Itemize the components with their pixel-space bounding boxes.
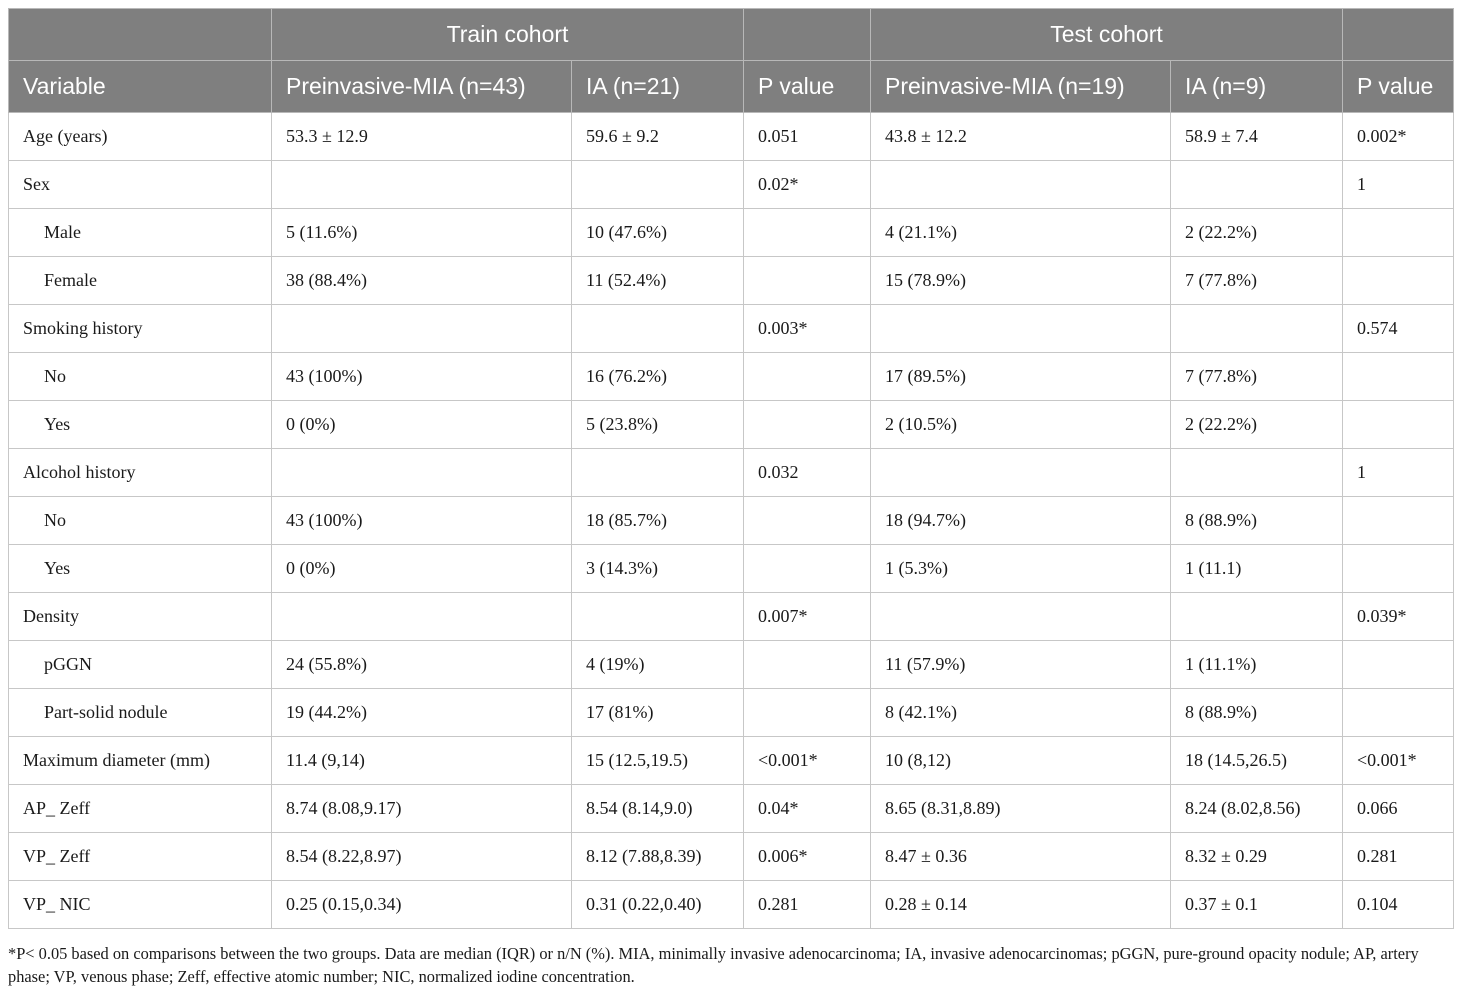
cell-test-p-value [1343, 545, 1454, 593]
cell-train-preinvasive-mia [272, 449, 572, 497]
cell-test-p-value: <0.001* [1343, 737, 1454, 785]
table-row [9, 593, 1454, 641]
cell-train-preinvasive-mia: 19 (44.2%) [272, 689, 572, 737]
cell-test-ia: 2 (22.2%) [1171, 401, 1343, 449]
cell-test-p-value [1343, 257, 1454, 305]
table-row [9, 545, 1454, 593]
cell-train-preinvasive-mia: 53.3 ± 12.9 [272, 113, 572, 161]
cell-test-ia: 8 (88.9%) [1171, 689, 1343, 737]
table-row [9, 353, 1454, 401]
cell-test-p-value: 0.039* [1343, 593, 1454, 641]
column-header-test-ia: IA (n=9) [1171, 61, 1343, 113]
cell-test-preinvasive-mia [871, 449, 1171, 497]
cell-train-preinvasive-mia: 38 (88.4%) [272, 257, 572, 305]
cell-variable: Smoking history [9, 305, 272, 353]
cell-test-ia: 58.9 ± 7.4 [1171, 113, 1343, 161]
cell-train-preinvasive-mia: 8.54 (8.22,8.97) [272, 833, 572, 881]
cell-test-preinvasive-mia: 18 (94.7%) [871, 497, 1171, 545]
cell-train-preinvasive-mia [272, 161, 572, 209]
cell-train-p-value [744, 545, 871, 593]
cell-test-ia: 1 (11.1) [1171, 545, 1343, 593]
cell-train-ia: 8.12 (7.88,8.39) [572, 833, 744, 881]
cell-variable: Alcohol history [9, 449, 272, 497]
group-header-empty [744, 9, 871, 61]
cell-test-preinvasive-mia [871, 161, 1171, 209]
table-header [9, 9, 1454, 113]
table-row [9, 401, 1454, 449]
cell-test-preinvasive-mia: 8.47 ± 0.36 [871, 833, 1171, 881]
table-row [9, 161, 1454, 209]
cell-test-p-value: 0.104 [1343, 881, 1454, 929]
cell-variable: Density [9, 593, 272, 641]
cell-train-ia [572, 305, 744, 353]
cell-train-ia: 3 (14.3%) [572, 545, 744, 593]
cell-train-preinvasive-mia: 8.74 (8.08,9.17) [272, 785, 572, 833]
cell-test-preinvasive-mia: 1 (5.3%) [871, 545, 1171, 593]
cell-test-preinvasive-mia: 15 (78.9%) [871, 257, 1171, 305]
cell-test-ia [1171, 593, 1343, 641]
cell-test-ia [1171, 305, 1343, 353]
cell-train-ia: 18 (85.7%) [572, 497, 744, 545]
cell-train-ia: 59.6 ± 9.2 [572, 113, 744, 161]
cell-train-p-value [744, 257, 871, 305]
cell-test-p-value: 1 [1343, 161, 1454, 209]
cell-test-ia: 7 (77.8%) [1171, 257, 1343, 305]
column-header-variable: Variable [9, 61, 272, 113]
data-table [8, 8, 1454, 929]
column-header-row [9, 61, 1454, 113]
cell-train-p-value: 0.006* [744, 833, 871, 881]
cell-test-preinvasive-mia: 0.28 ± 0.14 [871, 881, 1171, 929]
table-row [9, 497, 1454, 545]
table-row [9, 881, 1454, 929]
column-header-train-preinvasive-mia: Preinvasive-MIA (n=43) [272, 61, 572, 113]
cell-train-preinvasive-mia [272, 305, 572, 353]
cell-test-ia [1171, 161, 1343, 209]
cell-train-p-value: 0.003* [744, 305, 871, 353]
cell-train-preinvasive-mia: 0 (0%) [272, 545, 572, 593]
cell-train-preinvasive-mia: 43 (100%) [272, 353, 572, 401]
cell-train-ia [572, 161, 744, 209]
cell-test-preinvasive-mia: 4 (21.1%) [871, 209, 1171, 257]
cell-train-ia: 10 (47.6%) [572, 209, 744, 257]
column-header-train-p-value: P value [744, 61, 871, 113]
cell-train-ia: 8.54 (8.14,9.0) [572, 785, 744, 833]
cell-train-preinvasive-mia: 0.25 (0.15,0.34) [272, 881, 572, 929]
table-row [9, 737, 1454, 785]
column-header-train-ia: IA (n=21) [572, 61, 744, 113]
table-row [9, 449, 1454, 497]
cell-test-p-value [1343, 641, 1454, 689]
cell-variable: Female [9, 257, 272, 305]
cell-test-p-value: 0.281 [1343, 833, 1454, 881]
table-row [9, 833, 1454, 881]
table-body [9, 113, 1454, 929]
cell-train-p-value [744, 689, 871, 737]
cell-test-ia: 8.24 (8.02,8.56) [1171, 785, 1343, 833]
cell-train-ia: 16 (76.2%) [572, 353, 744, 401]
cell-test-ia: 0.37 ± 0.1 [1171, 881, 1343, 929]
table-row [9, 785, 1454, 833]
table-row [9, 305, 1454, 353]
cell-variable: No [9, 353, 272, 401]
cell-train-p-value [744, 209, 871, 257]
cell-test-ia: 7 (77.8%) [1171, 353, 1343, 401]
cell-variable: Maximum diameter (mm) [9, 737, 272, 785]
data-table-container [8, 8, 1453, 929]
cell-train-p-value: 0.051 [744, 113, 871, 161]
cell-variable: Age (years) [9, 113, 272, 161]
table-row [9, 689, 1454, 737]
group-header-empty [1343, 9, 1454, 61]
cell-train-ia: 0.31 (0.22,0.40) [572, 881, 744, 929]
cell-train-p-value: 0.04* [744, 785, 871, 833]
cell-train-p-value: <0.001* [744, 737, 871, 785]
table-row [9, 113, 1454, 161]
cell-train-preinvasive-mia: 11.4 (9,14) [272, 737, 572, 785]
cell-train-preinvasive-mia: 0 (0%) [272, 401, 572, 449]
column-header-test-p-value: P value [1343, 61, 1454, 113]
cell-train-preinvasive-mia: 24 (55.8%) [272, 641, 572, 689]
cell-test-p-value [1343, 353, 1454, 401]
column-header-test-preinvasive-mia: Preinvasive-MIA (n=19) [871, 61, 1171, 113]
cell-train-p-value [744, 497, 871, 545]
cell-variable: VP_ Zeff [9, 833, 272, 881]
table-row [9, 641, 1454, 689]
cell-test-p-value: 0.574 [1343, 305, 1454, 353]
cell-test-preinvasive-mia: 17 (89.5%) [871, 353, 1171, 401]
cell-test-p-value [1343, 209, 1454, 257]
cell-test-ia: 8.32 ± 0.29 [1171, 833, 1343, 881]
cell-train-ia: 11 (52.4%) [572, 257, 744, 305]
cell-test-preinvasive-mia [871, 305, 1171, 353]
cell-test-p-value [1343, 497, 1454, 545]
group-header-train-cohort: Train cohort [272, 9, 744, 61]
cell-test-ia: 1 (11.1%) [1171, 641, 1343, 689]
cell-test-ia: 8 (88.9%) [1171, 497, 1343, 545]
cell-variable: AP_ Zeff [9, 785, 272, 833]
table-footnote: *P< 0.05 based on comparisons between the two groups. Data are median (IQR) or n/N (%). MIA, minimally invasive adenocarcinoma; IA, invasive adenocarcinomas; pGGN, pure-ground opacity nodule; AP, artery phase; VP, venous phase; Zeff, effective atomic number; NIC, normalized iodine concentration. [8, 944, 1419, 986]
cell-variable: Yes [9, 401, 272, 449]
cell-variable: Male [9, 209, 272, 257]
cell-train-p-value: 0.007* [744, 593, 871, 641]
group-header-row [9, 9, 1454, 61]
cell-train-ia: 15 (12.5,19.5) [572, 737, 744, 785]
cell-test-preinvasive-mia: 43.8 ± 12.2 [871, 113, 1171, 161]
cell-test-preinvasive-mia: 8.65 (8.31,8.89) [871, 785, 1171, 833]
cell-train-ia [572, 593, 744, 641]
cell-variable: Yes [9, 545, 272, 593]
cell-train-preinvasive-mia: 43 (100%) [272, 497, 572, 545]
cell-train-p-value [744, 641, 871, 689]
cell-test-ia: 2 (22.2%) [1171, 209, 1343, 257]
cell-test-ia [1171, 449, 1343, 497]
cell-train-preinvasive-mia: 5 (11.6%) [272, 209, 572, 257]
group-header-test-cohort: Test cohort [871, 9, 1343, 61]
cell-test-p-value [1343, 689, 1454, 737]
cell-test-p-value: 0.066 [1343, 785, 1454, 833]
cell-variable: VP_ NIC [9, 881, 272, 929]
cell-variable: Sex [9, 161, 272, 209]
cell-train-ia: 17 (81%) [572, 689, 744, 737]
cell-variable: pGGN [9, 641, 272, 689]
cell-train-p-value: 0.032 [744, 449, 871, 497]
cell-train-ia: 5 (23.8%) [572, 401, 744, 449]
cell-test-ia: 18 (14.5,26.5) [1171, 737, 1343, 785]
cell-test-preinvasive-mia: 2 (10.5%) [871, 401, 1171, 449]
cell-test-p-value: 0.002* [1343, 113, 1454, 161]
cell-train-p-value: 0.02* [744, 161, 871, 209]
cell-test-p-value: 1 [1343, 449, 1454, 497]
cell-test-p-value [1343, 401, 1454, 449]
table-row [9, 209, 1454, 257]
cell-variable: Part-solid nodule [9, 689, 272, 737]
cell-test-preinvasive-mia: 10 (8,12) [871, 737, 1171, 785]
cell-train-preinvasive-mia [272, 593, 572, 641]
group-header-empty [9, 9, 272, 61]
cell-train-p-value [744, 353, 871, 401]
cell-train-ia [572, 449, 744, 497]
cell-test-preinvasive-mia [871, 593, 1171, 641]
cell-train-p-value: 0.281 [744, 881, 871, 929]
cell-test-preinvasive-mia: 11 (57.9%) [871, 641, 1171, 689]
cell-variable: No [9, 497, 272, 545]
table-row [9, 257, 1454, 305]
cell-train-ia: 4 (19%) [572, 641, 744, 689]
cell-test-preinvasive-mia: 8 (42.1%) [871, 689, 1171, 737]
cell-train-p-value [744, 401, 871, 449]
